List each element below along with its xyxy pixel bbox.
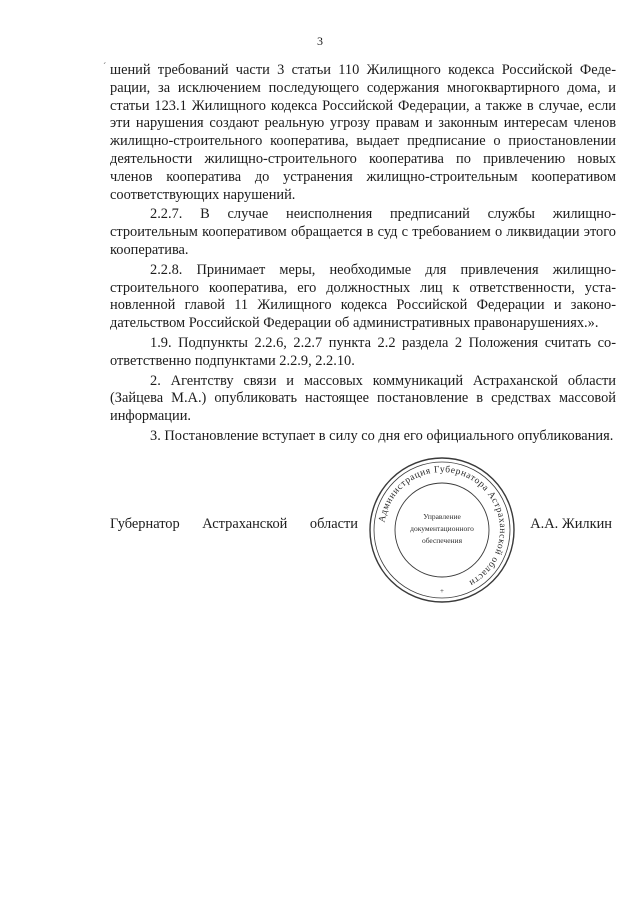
paragraph-2-2-7: 2.2.7. В случае неисполнения предписаний службы жилищно-строительным кооперативом обращается в суд с требованием о ликвидации этого кооператива.	[110, 206, 616, 258]
margin-mark: ´	[103, 62, 107, 73]
svg-text:Управление: Управление	[423, 512, 461, 521]
signer-title: Губернатор Астраханской области	[110, 516, 358, 532]
paragraph-2: 2. Агентству связи и массовых коммуникаций Астраханской области (Зайцева М.А.) опубликовать настоящее постановление в средствах массовой информации.	[110, 372, 616, 425]
svg-text:обеспечения: обеспечения	[421, 536, 463, 545]
svg-text:документационного: документационного	[410, 524, 474, 533]
paragraph-1-9: 1.9. Подпункты 2.2.6, 2.2.7 пункта 2.2 раздела 2 Положения считать соответственно подпунктами 2.2.9, 2.2.10.	[110, 334, 616, 369]
paragraph-3: 3. Постановление вступает в силу со дня его официального опубликования.	[150, 427, 614, 444]
paragraph-2-2-8: 2.2.8. Принимает меры, необходимые для привлечения жилищно-строительного кооператива, его должностных лиц к ответственности, установленной главой 11 Жилищного кодекса Российской Федерации и законодательством Российской Федерации об административных правонарушениях.».	[110, 261, 616, 332]
signer-name: А.А. Жилкин	[530, 516, 612, 532]
paragraph-continuation: шений требований части 3 статьи 110 Жилищного кодекса Российской Федерации, за исключением последующего содержания многоквартирного дома, и статьи 123.1 Жилищного кодекса Российской Федерации, а также в случае, если эти нарушения создают реальную угрозу правам и законным интересам членов жилищно-строительного кооператива, выдает предписание о приостановлении деятельности жилищно-строительного кооператива по привлечению новых членов кооператива до устранения жилищно-строительным кооперативом соответствующих нарушений.	[110, 62, 616, 203]
page-number: 3	[317, 34, 323, 48]
svg-text:+: +	[440, 587, 444, 595]
svg-text:Администрация Губернатора Астр: Администрация Губернатора Астраханской области	[377, 464, 508, 588]
official-stamp	[367, 455, 517, 605]
stamp-seal-icon	[367, 455, 517, 605]
document-body	[110, 62, 616, 446]
